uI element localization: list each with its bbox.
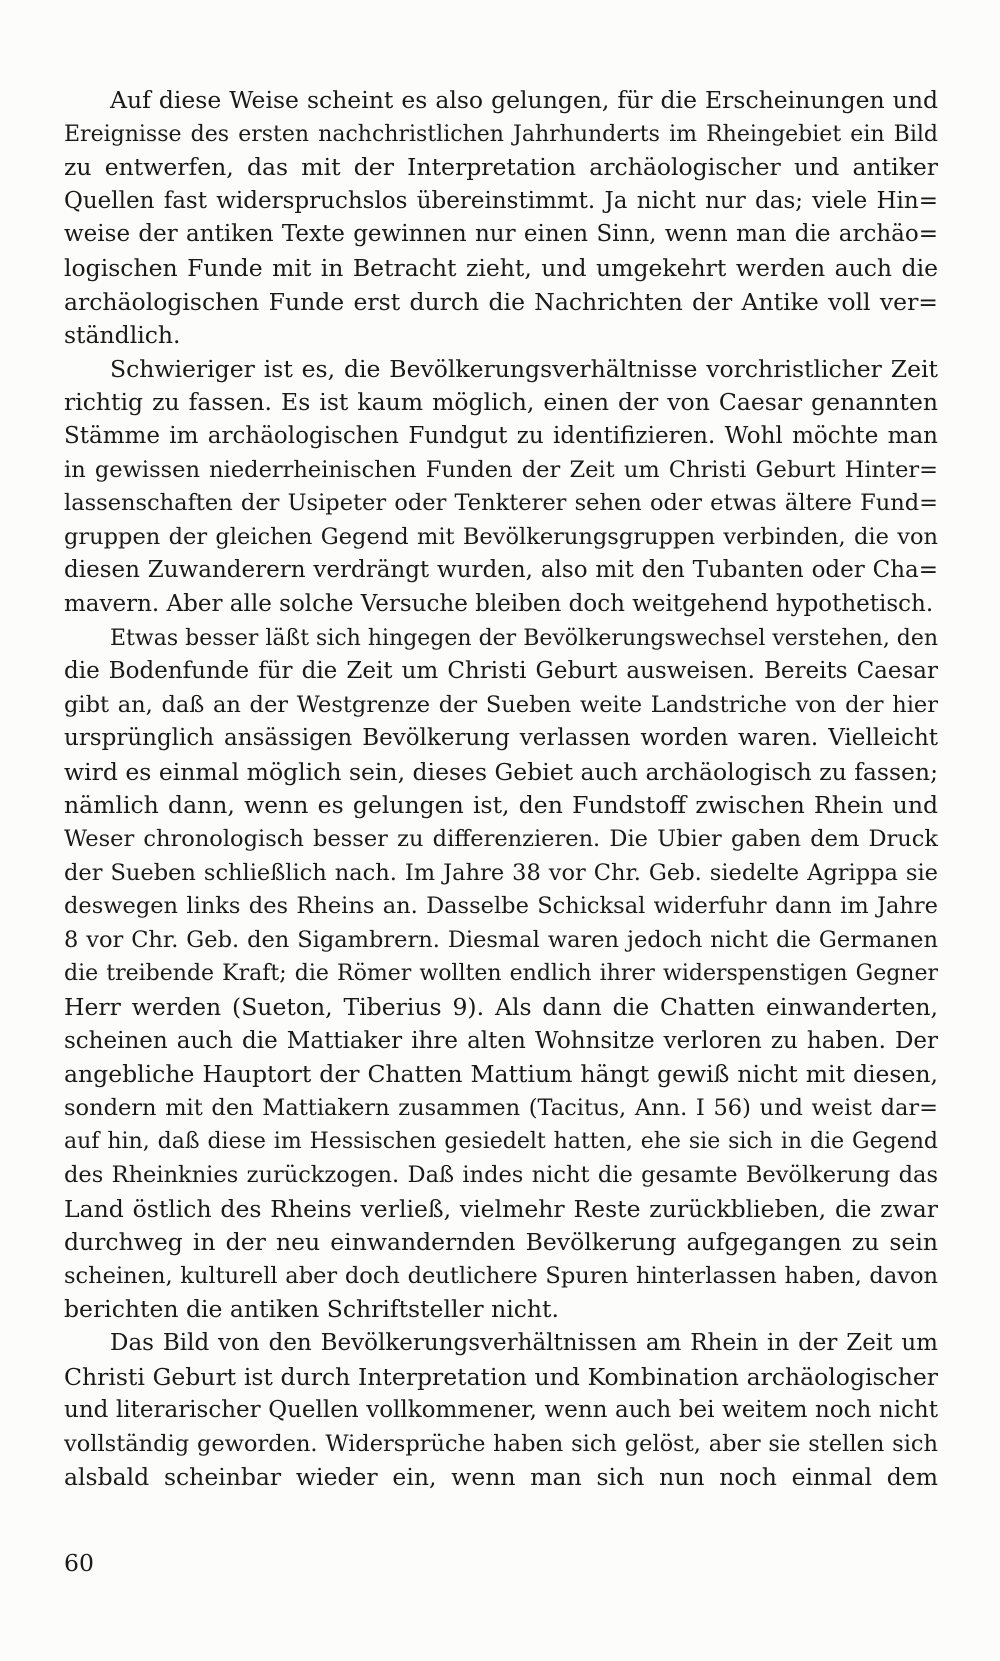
text-line: zu entwerfen, das mit der Interpretation archäologischer und antiker: [64, 153, 938, 182]
text-line: durchweg in der neu einwandernden Bevölkerung aufgegangen zu sein: [64, 1228, 938, 1257]
text-line: Christi Geburt ist durch Interpretation und Kombination archäologischer: [64, 1362, 938, 1391]
text-line: gibt an, daß an der Westgrenze der Sueben weite Landstriche von der hier: [64, 691, 938, 718]
text-line: Stämme im archäologischen Fundgut zu identifizieren. Wohl möchte man: [64, 422, 938, 449]
text-line: diesen Zuwanderern verdrängt wurden, also mit den Tubanten oder Cha=: [64, 557, 938, 584]
text-line: und literarischer Quellen vollkommener, wenn auch bei weitem noch nicht: [64, 1397, 938, 1424]
body-text: [64, 84, 938, 1495]
text-line: der Sueben schließlich nach. Im Jahre 38 vor Chr. Geb. siedelte Agrippa sie: [64, 859, 938, 886]
page-number: 60: [64, 1549, 94, 1577]
text-line: nämlich dann, wenn es gelungen ist, den Fundstoff zwischen Rhein und: [64, 791, 938, 820]
text-line: Schwieriger ist es, die Bevölkerungsverhältnisse vorchristlicher Zeit: [110, 354, 938, 383]
text-line: gruppen der gleichen Gegend mit Bevölkerungsgruppen verbinden, die von: [64, 523, 938, 550]
text-line: Quellen fast widerspruchslos übereinstimmt. Ja nicht nur das; viele Hin=: [64, 187, 938, 214]
text-line: scheinen auch die Mattiaker ihre alten Wohnsitze verloren zu haben. Der: [64, 1027, 938, 1054]
text-line: deswegen links des Rheins an. Dasselbe Schicksal widerfuhr dann im Jahre: [64, 893, 938, 920]
text-line: die treibende Kraft; die Römer wollten endlich ihrer widerspenstigen Gegner: [64, 961, 938, 987]
text-line: 8 vor Chr. Geb. den Sigambrern. Diesmal waren jedoch nicht die Germanen: [64, 926, 938, 953]
text-line: mavern. Aber alle solche Versuche bleiben doch weitgehend hypothetisch.: [64, 590, 934, 617]
text-line: archäologischen Funde erst durch die Nachrichten der Antike voll ver=: [64, 287, 938, 316]
text-line: sondern mit den Mattiakern zusammen (Tacitus, Ann. I 56) und weist dar=: [64, 1094, 938, 1121]
text-line: die Bodenfunde für die Zeit um Christi Geburt ausweisen. Bereits Caesar: [64, 658, 938, 685]
text-line: vollständig geworden. Widersprüche haben sich gelöst, aber sie stellen sich: [64, 1430, 938, 1457]
text-line: weise der antiken Texte gewinnen nur einen Sinn, wenn man die archäo=: [64, 221, 938, 248]
text-line: Herr werden (Sueton, Tiberius 9). Als dann die Chatten einwanderten,: [64, 993, 938, 1022]
text-line: ursprünglich ansässigen Bevölkerung verlassen worden waren. Vielleicht: [64, 725, 938, 752]
text-line: Auf diese Weise scheint es also gelungen, für die Erscheinungen und: [110, 86, 938, 114]
text-line: in gewissen niederrheinischen Funden der Zeit um Christi Geburt Hinter=: [64, 456, 938, 483]
text-line: berichten die antiken Schriftsteller nicht.: [64, 1295, 559, 1324]
text-line: Das Bild von den Bevölkerungsverhältnissen am Rhein in der Zeit um: [110, 1329, 938, 1356]
text-line: richtig zu fassen. Es ist kaum möglich, einen der von Caesar genannten: [64, 388, 938, 417]
text-line: auf hin, daß diese im Hessischen gesiedelt hatten, ehe sie sich in die Gegend: [64, 1129, 938, 1155]
text-line: wird es einmal möglich sein, dieses Gebiet auch archäologisch zu fassen;: [64, 757, 938, 786]
text-line: scheinen, kulturell aber doch deutlichere Spuren hinterlassen haben, davon: [64, 1262, 938, 1289]
text-line: Land östlich des Rheins verließ, vielmehr Reste zurückblieben, die zwar: [64, 1194, 938, 1223]
text-line: Etwas besser läßt sich hingegen der Bevölkerungswechsel verstehen, den: [110, 625, 938, 651]
text-line: logischen Funde mit in Betracht zieht, und umgekehrt werden auch die: [64, 253, 938, 282]
text-line: des Rheinknies zurückzogen. Daß indes nicht die gesamte Bevölkerung das: [64, 1162, 938, 1188]
text-line: ständlich.: [64, 321, 181, 350]
text-line: Weser chronologisch besser zu differenzieren. Die Ubier gaben dem Druck: [64, 826, 938, 853]
text-line: Ereignisse des ersten nachchristlichen Jahrhunderts im Rheingebiet ein Bild: [64, 121, 938, 147]
text-line: lassenschaften der Usipeter oder Tenkterer sehen oder etwas ältere Fund=: [64, 490, 938, 517]
text-line: alsbald scheinbar wieder ein, wenn man sich nun noch einmal dem: [64, 1463, 938, 1492]
text-line: angebliche Hauptort der Chatten Mattium hängt gewiß nicht mit diesen,: [64, 1060, 938, 1089]
